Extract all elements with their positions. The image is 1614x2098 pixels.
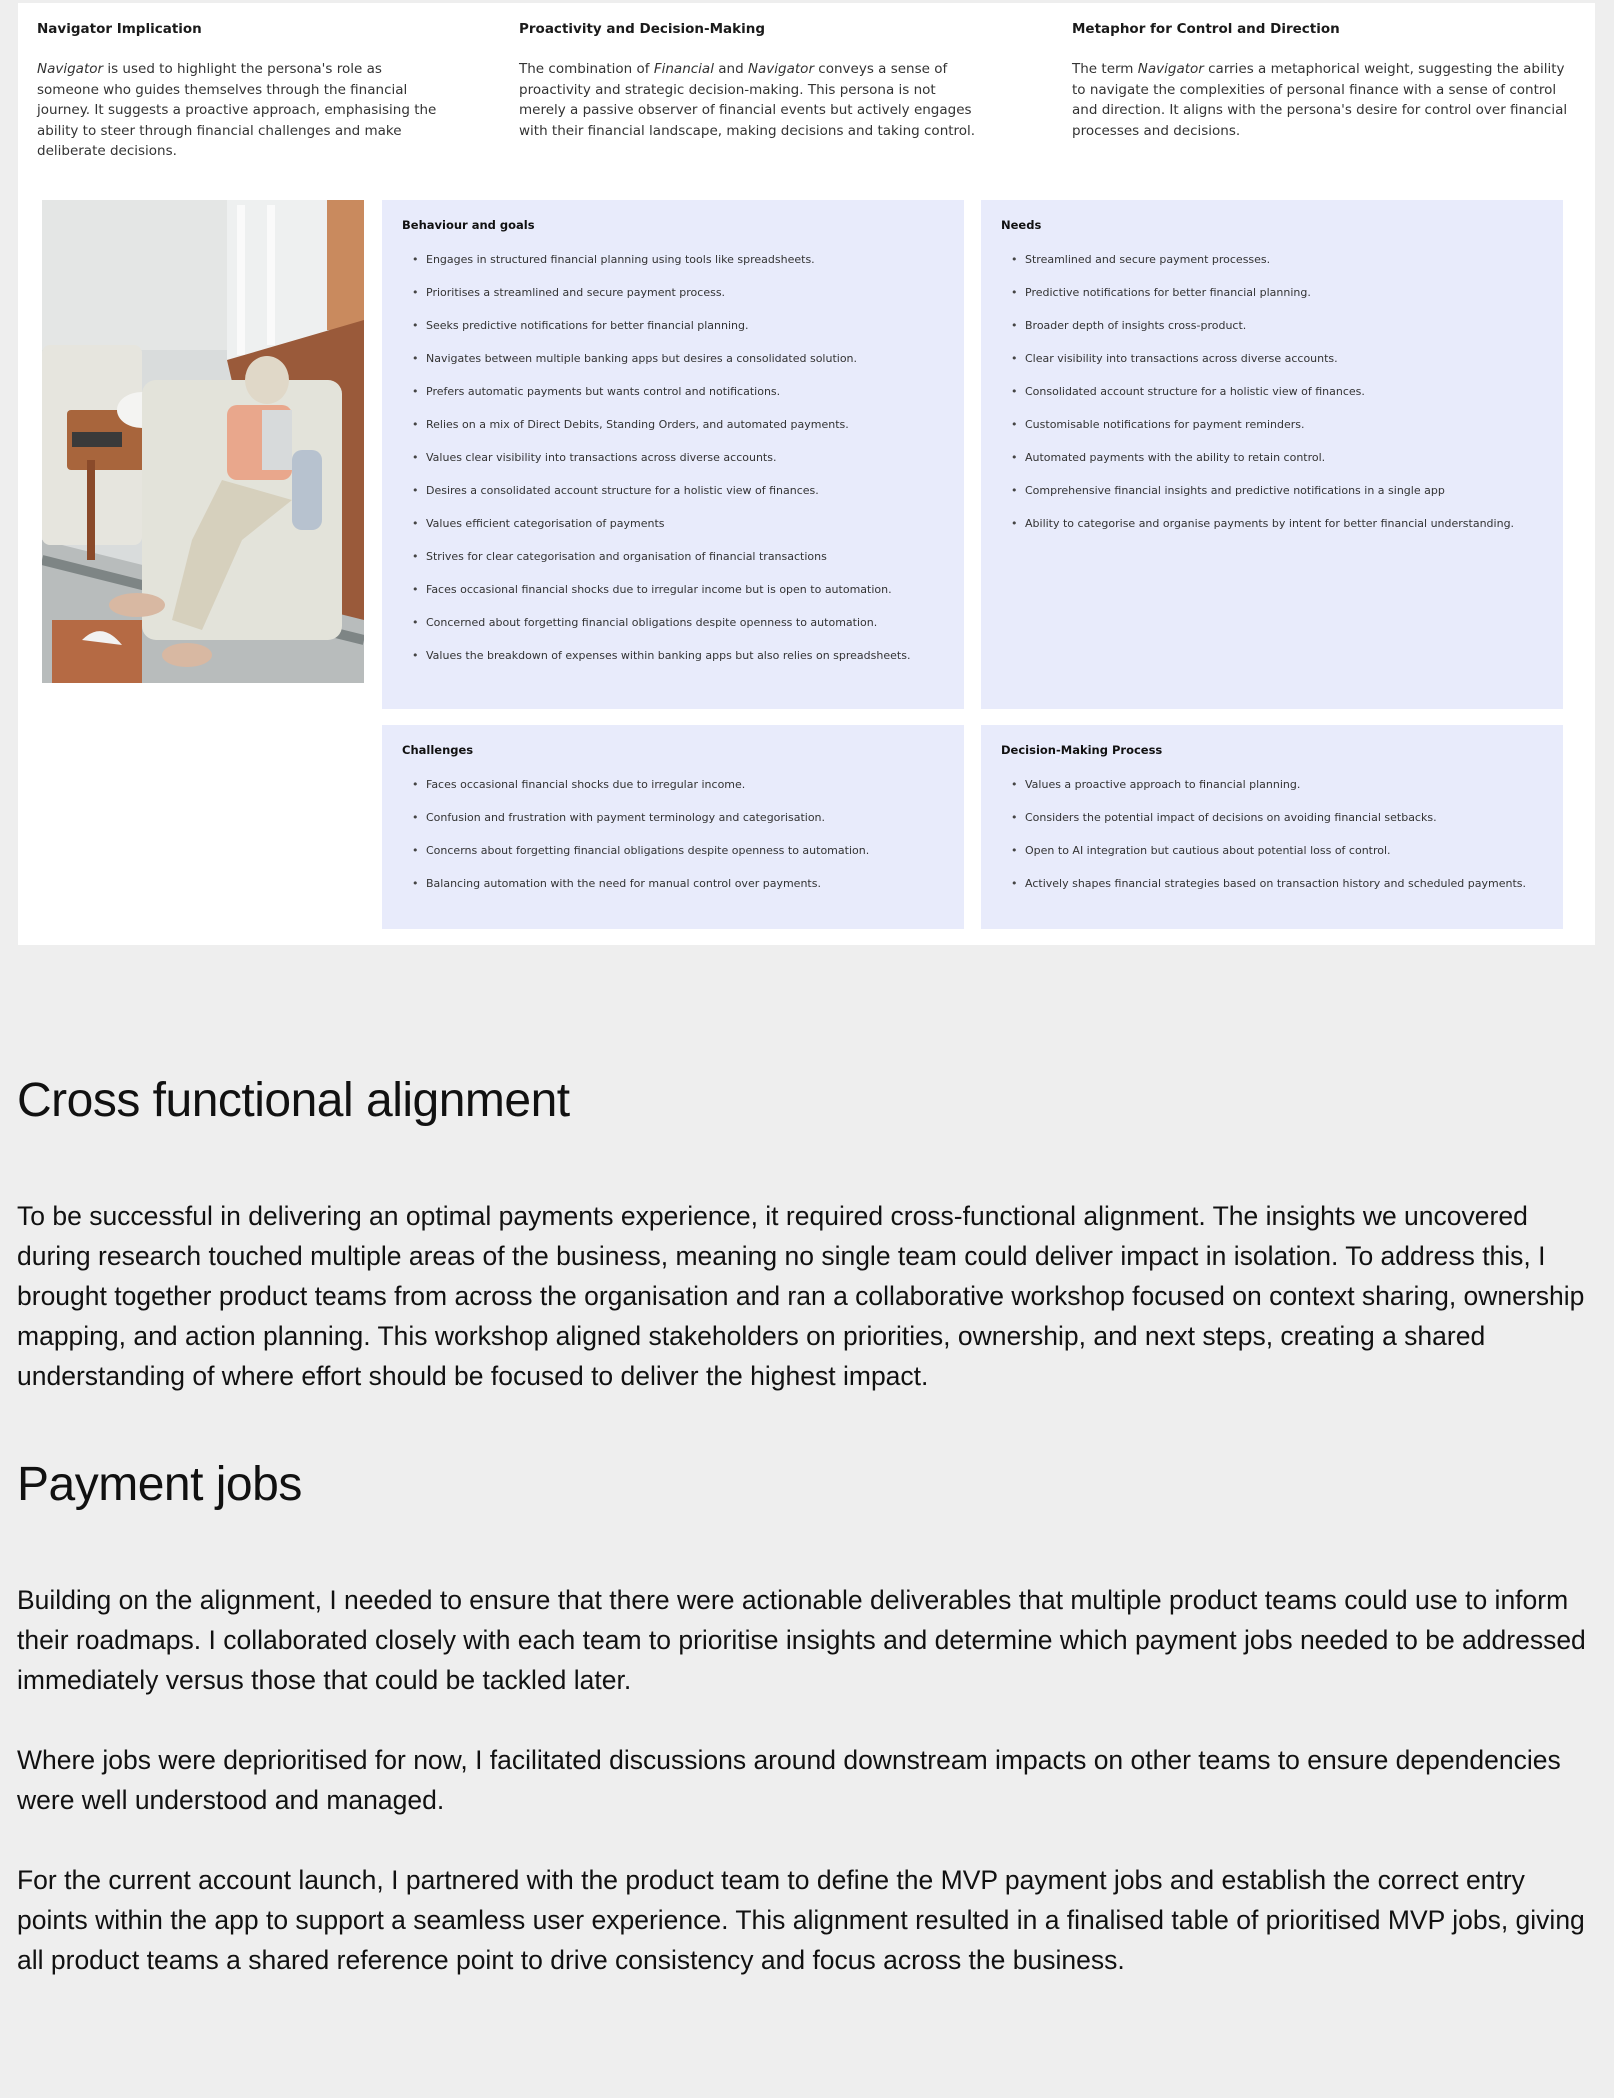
- list-item: • Concerned about forgetting financial obligations despite openness to automation.: [402, 615, 910, 648]
- decision-making-panel: [981, 725, 1563, 929]
- text: is used to highlight the persona's role as someone who guides themselves through the financial journey. It suggests a proactive approach, emphasising the ability to steer through financial challenges and make deliberate decisions.: [37, 61, 437, 159]
- list-item: • Broader depth of insights cross-product.: [1001, 318, 1514, 351]
- emphasis: Financial: [653, 61, 714, 77]
- list-item: • Values efficient categorisation of payments: [402, 516, 910, 549]
- list-item: • Streamlined and secure payment processes.: [1001, 252, 1514, 285]
- section-heading-payment-jobs: Payment jobs: [17, 1458, 302, 1511]
- payment-jobs-paragraph: Building on the alignment, I needed to ensure that there were actionable deliverables that multiple product teams could use to inform their roadmaps. I collaborated closely with each team to prioritise insights and determine which payment jobs needed to be addressed immediately versus those that could be tackled later.: [17, 1585, 1586, 1695]
- list-item: • Predictive notifications for better financial planning.: [1001, 285, 1514, 318]
- list-item: • Automated payments with the ability to retain control.: [1001, 450, 1514, 483]
- text: conveys a sense of proactivity and strategic decision-making. This persona is not merely a passive observer of financial events but actively engages with their financial landscape, making decisions and taking control.: [519, 61, 976, 139]
- list-item: • Comprehensive financial insights and predictive notifications in a single app: [1001, 483, 1514, 516]
- list-item: • Desires a consolidated account structure for a holistic view of finances.: [402, 483, 910, 516]
- emphasis: Navigator: [37, 61, 104, 77]
- panel-title: Decision-Making Process: [1001, 743, 1163, 757]
- persona-photo: [42, 200, 364, 683]
- list-item: • Confusion and frustration with payment terminology and categorisation.: [402, 810, 869, 843]
- list-item: • Actively shapes financial strategies based on transaction history and scheduled payments.: [1001, 876, 1526, 909]
- list-item: • Faces occasional financial shocks due to irregular income.: [402, 777, 869, 810]
- list-item: • Customisable notifications for payment reminders.: [1001, 417, 1514, 450]
- list-item: • Concerns about forgetting financial obligations despite openness to automation.: [402, 843, 869, 876]
- list-item: • Open to AI integration but cautious about potential loss of control.: [1001, 843, 1526, 876]
- challenges-list: [402, 777, 869, 909]
- panel-title: Behaviour and goals: [402, 218, 535, 232]
- list-item: • Considers the potential impact of decisions on avoiding financial setbacks.: [1001, 810, 1526, 843]
- list-item: • Values a proactive approach to financial planning.: [1001, 777, 1526, 810]
- list-item: • Prioritises a streamlined and secure payment process.: [402, 285, 910, 318]
- list-item: • Engages in structured financial planning using tools like spreadsheets.: [402, 252, 910, 285]
- column-title: Navigator Implication: [37, 21, 202, 37]
- text: The term: [1072, 61, 1138, 77]
- panel-title: Needs: [1001, 218, 1042, 232]
- text: and: [713, 61, 748, 77]
- payment-jobs-paragraph: For the current account launch, I partnered with the product team to define the MVP payment jobs and establish the correct entry points within the app to support a seamless user experience. This alignment resulted in a finalised table of prioritised MVP jobs, giving all product teams a shared reference point to drive consistency and focus across the business.: [17, 1865, 1585, 1975]
- list-item: • Values clear visibility into transactions across diverse accounts.: [402, 450, 910, 483]
- list-item: • Clear visibility into transactions across diverse accounts.: [1001, 351, 1514, 384]
- column-text: [37, 59, 447, 162]
- cross-functional-paragraph: To be successful in delivering an optimal payments experience, it required cross-functional alignment. The insights we uncovered during research touched multiple areas of the business, meaning no single team could deliver impact in isolation. To address this, I brought together product teams from across the organisation and ran a collaborative workshop focused on context sharing, ownership mapping, and action planning. This workshop aligned stakeholders on priorities, ownership, and next steps, creating a shared understanding of where effort should be focused to deliver the highest impact.: [17, 1201, 1585, 1391]
- list-item: • Strives for clear categorisation and organisation of financial transactions: [402, 549, 910, 582]
- column-text: [519, 59, 984, 141]
- list-item: • Consolidated account structure for a holistic view of finances.: [1001, 384, 1514, 417]
- needs-list: [1001, 252, 1514, 549]
- panel-title: Challenges: [402, 743, 474, 757]
- list-item: • Values the breakdown of expenses within banking apps but also relies on spreadsheets.: [402, 648, 910, 681]
- list-item: • Balancing automation with the need for manual control over payments.: [402, 876, 869, 909]
- persona-card: [18, 3, 1595, 945]
- list-item: • Seeks predictive notifications for better financial planning.: [402, 318, 910, 351]
- behaviour-and-goals-panel: [382, 200, 964, 709]
- challenges-panel: [382, 725, 964, 929]
- section-heading-cross-functional: Cross functional alignment: [17, 1074, 570, 1127]
- behaviour-list: [402, 252, 910, 681]
- emphasis: Navigator: [1137, 61, 1204, 77]
- column-proactivity: [519, 21, 984, 141]
- list-item: • Relies on a mix of Direct Debits, Standing Orders, and automated payments.: [402, 417, 910, 450]
- column-title: Metaphor for Control and Direction: [1072, 21, 1340, 37]
- text: carries a metaphorical weight, suggesting the ability to navigate the complexities of personal finance with a sense of control and direction. It aligns with the persona's desire for control over financial processes and decisions.: [1072, 61, 1568, 139]
- list-item: • Prefers automatic payments but wants control and notifications.: [402, 384, 910, 417]
- list-item: • Faces occasional financial shocks due to irregular income but is open to automation.: [402, 582, 910, 615]
- column-navigator-implication: [37, 21, 447, 162]
- column-metaphor: [1072, 21, 1572, 141]
- text: The combination of: [519, 61, 654, 77]
- emphasis: Navigator: [747, 61, 814, 77]
- needs-panel: [981, 200, 1563, 709]
- decision-list: [1001, 777, 1526, 909]
- list-item: • Ability to categorise and organise payments by intent for better financial understanding.: [1001, 516, 1514, 549]
- column-title: Proactivity and Decision-Making: [519, 21, 766, 37]
- column-text: [1072, 59, 1572, 141]
- list-item: • Navigates between multiple banking apps but desires a consolidated solution.: [402, 351, 910, 384]
- payment-jobs-paragraph: Where jobs were deprioritised for now, I facilitated discussions around downstream impacts on other teams to ensure dependencies were well understood and managed.: [17, 1745, 1561, 1815]
